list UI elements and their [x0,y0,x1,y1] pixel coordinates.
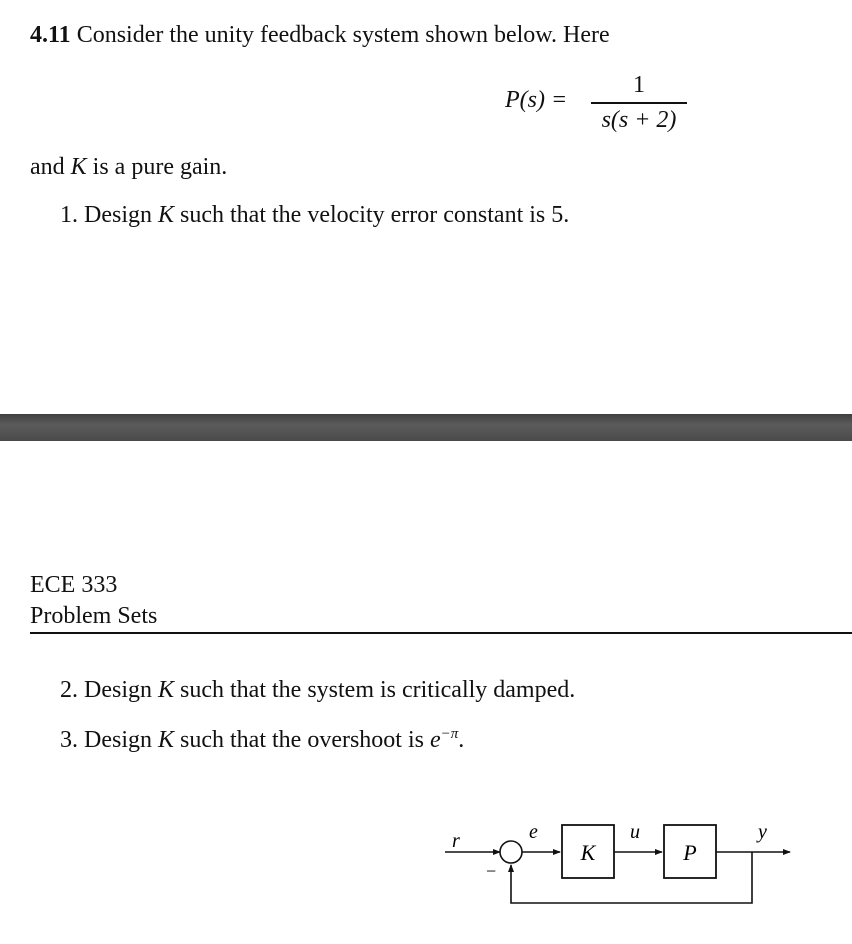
problem-number: 4.11 [30,22,71,48]
label-y: y [758,821,767,843]
problem-intro: Consider the unity feedback system shown below. Here [76,22,610,48]
fraction-bar [591,102,687,104]
overshoot-exponent: −π [440,726,459,742]
equation-lhs: P(s) = [505,87,568,113]
label-e: e [529,821,538,843]
gain-description [30,154,227,181]
overshoot-base: e [429,727,441,753]
header-rule [30,632,852,634]
equation-denominator: s(s + 2) [601,107,677,133]
item-var: K [158,202,175,228]
item-post: such that the overshoot is [180,727,424,753]
and-text: and [30,154,65,180]
item-var: K [158,727,175,753]
controller-label: K [580,840,596,865]
gain-symbol: K [70,154,87,180]
list-item-2 [60,677,575,704]
item-pre: Design [84,727,152,753]
gain-rest: is a pure gain. [92,154,228,180]
label-minus: − [486,861,497,881]
plant-label: P [683,840,697,865]
item-pre: Design [84,202,152,228]
page-divider [0,414,852,441]
label-u: u [630,821,640,843]
problem-header [30,22,610,49]
list-item-3 [60,726,464,754]
list-item-1 [60,202,569,229]
plant-equation [505,70,695,140]
summing-junction [500,841,522,863]
label-r: r [452,830,460,852]
item-period: . [458,727,465,753]
item-post: such that the system is critically damped. [180,677,576,703]
course-code: ECE 333 [30,572,118,598]
equation-numerator: 1 [633,72,645,98]
item-post: such that the velocity error constant is 5. [180,202,570,228]
course-header [30,570,157,632]
item-number: 3. [60,727,78,753]
block-diagram [440,815,800,910]
course-title: Problem Sets [30,603,158,629]
item-pre: Design [84,677,152,703]
item-var: K [158,677,175,703]
item-number: 2. [60,677,78,703]
item-number: 1. [60,202,78,228]
